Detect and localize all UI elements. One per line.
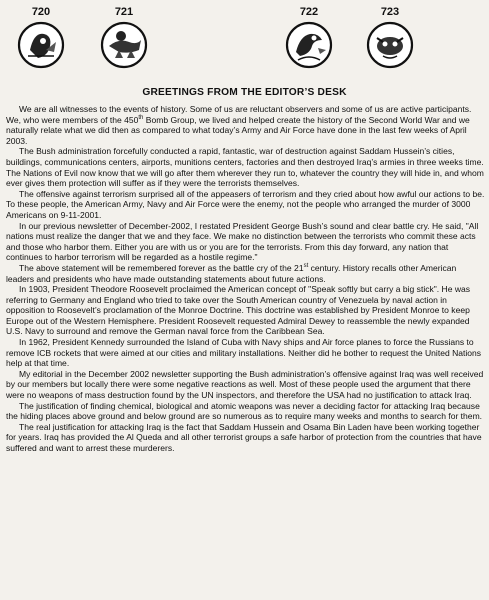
squadron-number: 720 <box>31 6 51 18</box>
paragraph: The real justification for attacking Iraq is the fact that Saddam Hussein and Osama Bin Laden have been working together for years. Iraq has provided the Al Queda and all other terrorist groups a safe harbor of protection from the countries that have suffered and want to arrest these murderers. <box>6 421 482 453</box>
squadron-number: 721 <box>114 6 134 18</box>
squadron-723-emblem-icon <box>365 20 415 70</box>
paragraph: The Bush administration forcefully conducted a rapid, fantastic, war of destruction against Saddam Hussein’s cities, buildings, communications centers, airports, munitions centers, factories and then destroyed Iraq’s armies in three weeks time. The Nations of Evil now know that we will go after them wherever they run to, whatever the country they will hide in, and whom ever gives them protection will suffer as if they were the terrorists themselves. <box>6 146 484 189</box>
paragraph: The justification of finding chemical, biological and atomic weapons was never a deciding factor for attacking Iraq because the hiding places above ground and below ground are so numerous as to require many weeks and months to search for them. <box>6 400 483 422</box>
paragraph: In 1962, President Kennedy surrounded the Island of Cuba with Navy ships and Air force planes to force the Russians to remove ICB rockets that were aimed at our cities and military installations. Neither did he bother to request the United Nations help at that time. <box>6 337 482 369</box>
squadron-number: 722 <box>299 6 319 18</box>
paragraph: My editorial in the December 2002 newsletter supporting the Bush administration’s offensive against Iraq was well received by our members but locally there were some negative reactions as well. Most of these people used the argument that there were no weapons of mass destruction found by the UN inspectors, and therefore the USA had no justification to attack Iraq. <box>6 368 484 401</box>
paragraph: We are all witnesses to the events of history. Some of us are reluctant observers and some of us are active participants. We, who were members of the 450th Bomb Group, we lived and helped create the history of the Second World War and we naturally relate what we did then as compared to what today’s Army and Air Force have done in the last few weeks of April 2003. <box>6 104 472 146</box>
squadron-emblem-721 <box>96 6 152 70</box>
paragraph: In our previous newsletter of December-2002, I restated President George Bush’s sound and clear battle cry. He said, "All nations must realize the danger that we and they face. We make no distinction between the terrorists who commit these acts and those who harbor them. Either you are with us or you are for the terrorists. From this day forward, any nation that continues to harbor terrorism will be regarded as a hostile regime." <box>6 220 479 263</box>
squadron-emblem-720 <box>13 6 69 70</box>
squadron-emblem-722 <box>281 6 337 70</box>
squadron-721-emblem-icon <box>99 20 149 70</box>
squadron-720-emblem-icon <box>16 20 66 70</box>
page-title: GREETINGS FROM THE EDITOR’S DESK <box>142 87 347 98</box>
editorial-letter <box>6 104 486 454</box>
squadron-emblems-row <box>0 6 489 72</box>
squadron-722-emblem-icon <box>284 20 334 70</box>
paragraph: In 1903, President Theodore Roosevelt proclaimed the American concept of "Speak softly but carry a big stick". He was referring to Germany and England who tried to take over the South American country of Venezuela by naval action in opposition to Roosevelt’s proclamation of the Monroe Doctrine. This doctrine was established by President Monroe to keep Europe out of the Western Hemisphere. President Roosevelt requested Admiral Dewey to reassemble the newly expanded U.S. Navy to surround and remove the German naval force from the Caribbean Sea. <box>6 284 471 337</box>
squadron-emblem-723 <box>362 6 418 70</box>
paragraph: The above statement will be remembered forever as the battle cry of the 21st century. History recalls other American leaders and presidents who have made outstanding statements about future actions. <box>6 262 457 284</box>
paragraph: The offensive against terrorism surprised all of the appeasers of terrorism and they cried about how awful our actions to be. To these people, the American Army, Navy and Air Force were the enemy, not the people who arranged the murder of 3000 Americans on 9-11-2001. <box>6 188 485 220</box>
squadron-number: 723 <box>380 6 400 18</box>
